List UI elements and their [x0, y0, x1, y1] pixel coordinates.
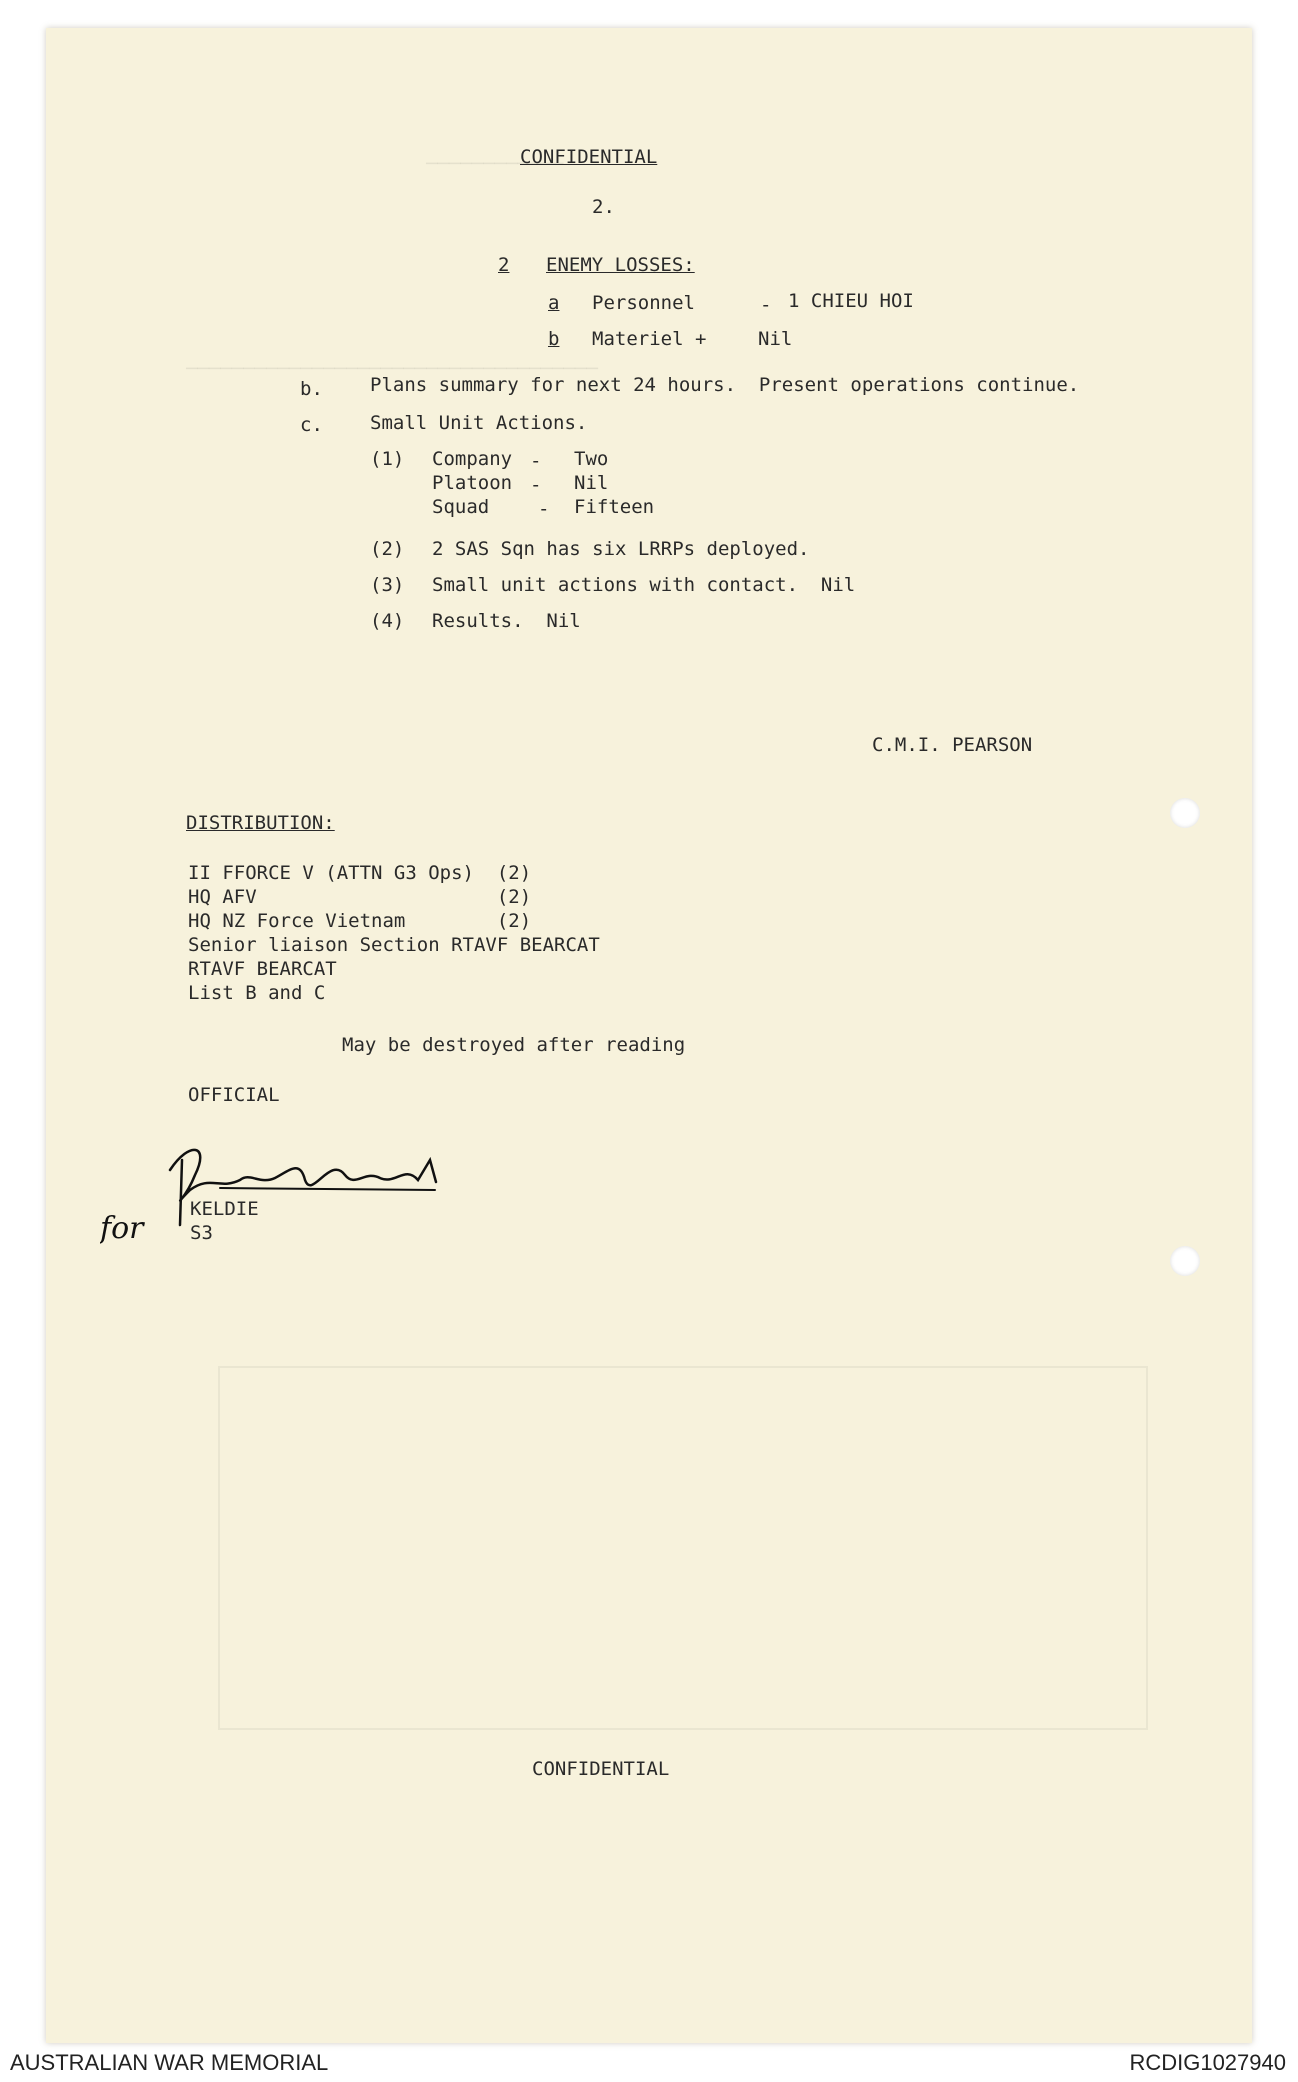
archive-id: RCDIG1027940 — [1129, 2050, 1286, 2075]
distribution-item: List B and C — [188, 982, 326, 1004]
official-label: OFFICIAL — [188, 1084, 280, 1106]
destroy-note: May be destroyed after reading — [342, 1034, 686, 1056]
document-page — [46, 28, 1252, 2043]
punch-hole — [1170, 1246, 1200, 1276]
dash: - — [530, 474, 542, 496]
distribution-item: II FFORCE V (ATTN G3 Ops) (2) — [188, 862, 532, 884]
company-value: Two — [574, 448, 609, 470]
item-letter: b — [548, 328, 560, 350]
distribution-item: HQ AFV (2) — [188, 886, 532, 908]
materiel-label: Materiel + — [592, 328, 707, 350]
item-number: (4) — [370, 610, 405, 632]
personnel-label: Personnel — [592, 292, 695, 314]
keldie-name: KELDIE — [190, 1198, 259, 1220]
squad-value: Fifteen — [574, 496, 655, 518]
distribution-title: DISTRIBUTION: — [186, 812, 335, 834]
signature-for: for — [100, 1211, 144, 1246]
personnel-value: 1 CHIEU HOI — [788, 290, 914, 312]
dash: - — [538, 498, 550, 520]
company-label: Company — [432, 448, 513, 470]
show-through-table — [218, 1366, 1148, 1730]
archive-credit: AUSTRALIAN WAR MEMORIAL — [10, 2050, 329, 2075]
page-number: 2. — [592, 196, 615, 218]
platoon-label: Platoon — [432, 472, 513, 494]
squad-label: Squad — [432, 496, 490, 518]
item-number: (3) — [370, 574, 405, 596]
distribution-item: HQ NZ Force Vietnam (2) — [188, 910, 532, 932]
distribution-item: RTAVF BEARCAT — [188, 958, 337, 980]
item-number: (2) — [370, 538, 405, 560]
show-through-text: ──────────────────────────────────── — [186, 358, 598, 380]
classification-footer: CONFIDENTIAL — [532, 1758, 670, 1780]
section-title: ENEMY LOSSES: — [546, 254, 695, 276]
lrrp-text: 2 SAS Sqn has six LRRPs deployed. — [432, 538, 810, 560]
results-text: Results. Nil — [432, 610, 581, 632]
show-through-text: ──────────── — [426, 153, 564, 175]
plans-summary: Plans summary for next 24 hours. Present operations continue. — [370, 374, 1080, 396]
section-number: 2 — [498, 254, 510, 276]
platoon-value: Nil — [574, 472, 609, 494]
dash: - — [760, 294, 772, 316]
dash: - — [530, 450, 542, 472]
s3-title: S3 — [190, 1222, 213, 1244]
contact-text: Small unit actions with contact. Nil — [432, 574, 856, 596]
handwritten-signature — [100, 1130, 480, 1250]
signatory-name: C.M.I. PEARSON — [872, 734, 1033, 756]
paragraph-letter: b. — [300, 378, 323, 400]
materiel-value: Nil — [758, 328, 793, 350]
classification-header: CONFIDENTIAL — [520, 146, 658, 168]
distribution-item: Senior liaison Section RTAVF BEARCAT — [188, 934, 600, 956]
paragraph-letter: c. — [300, 414, 323, 436]
punch-hole — [1170, 798, 1200, 828]
small-unit-title: Small Unit Actions. — [370, 412, 588, 434]
item-letter: a — [548, 292, 560, 314]
item-number: (1) — [370, 448, 405, 470]
